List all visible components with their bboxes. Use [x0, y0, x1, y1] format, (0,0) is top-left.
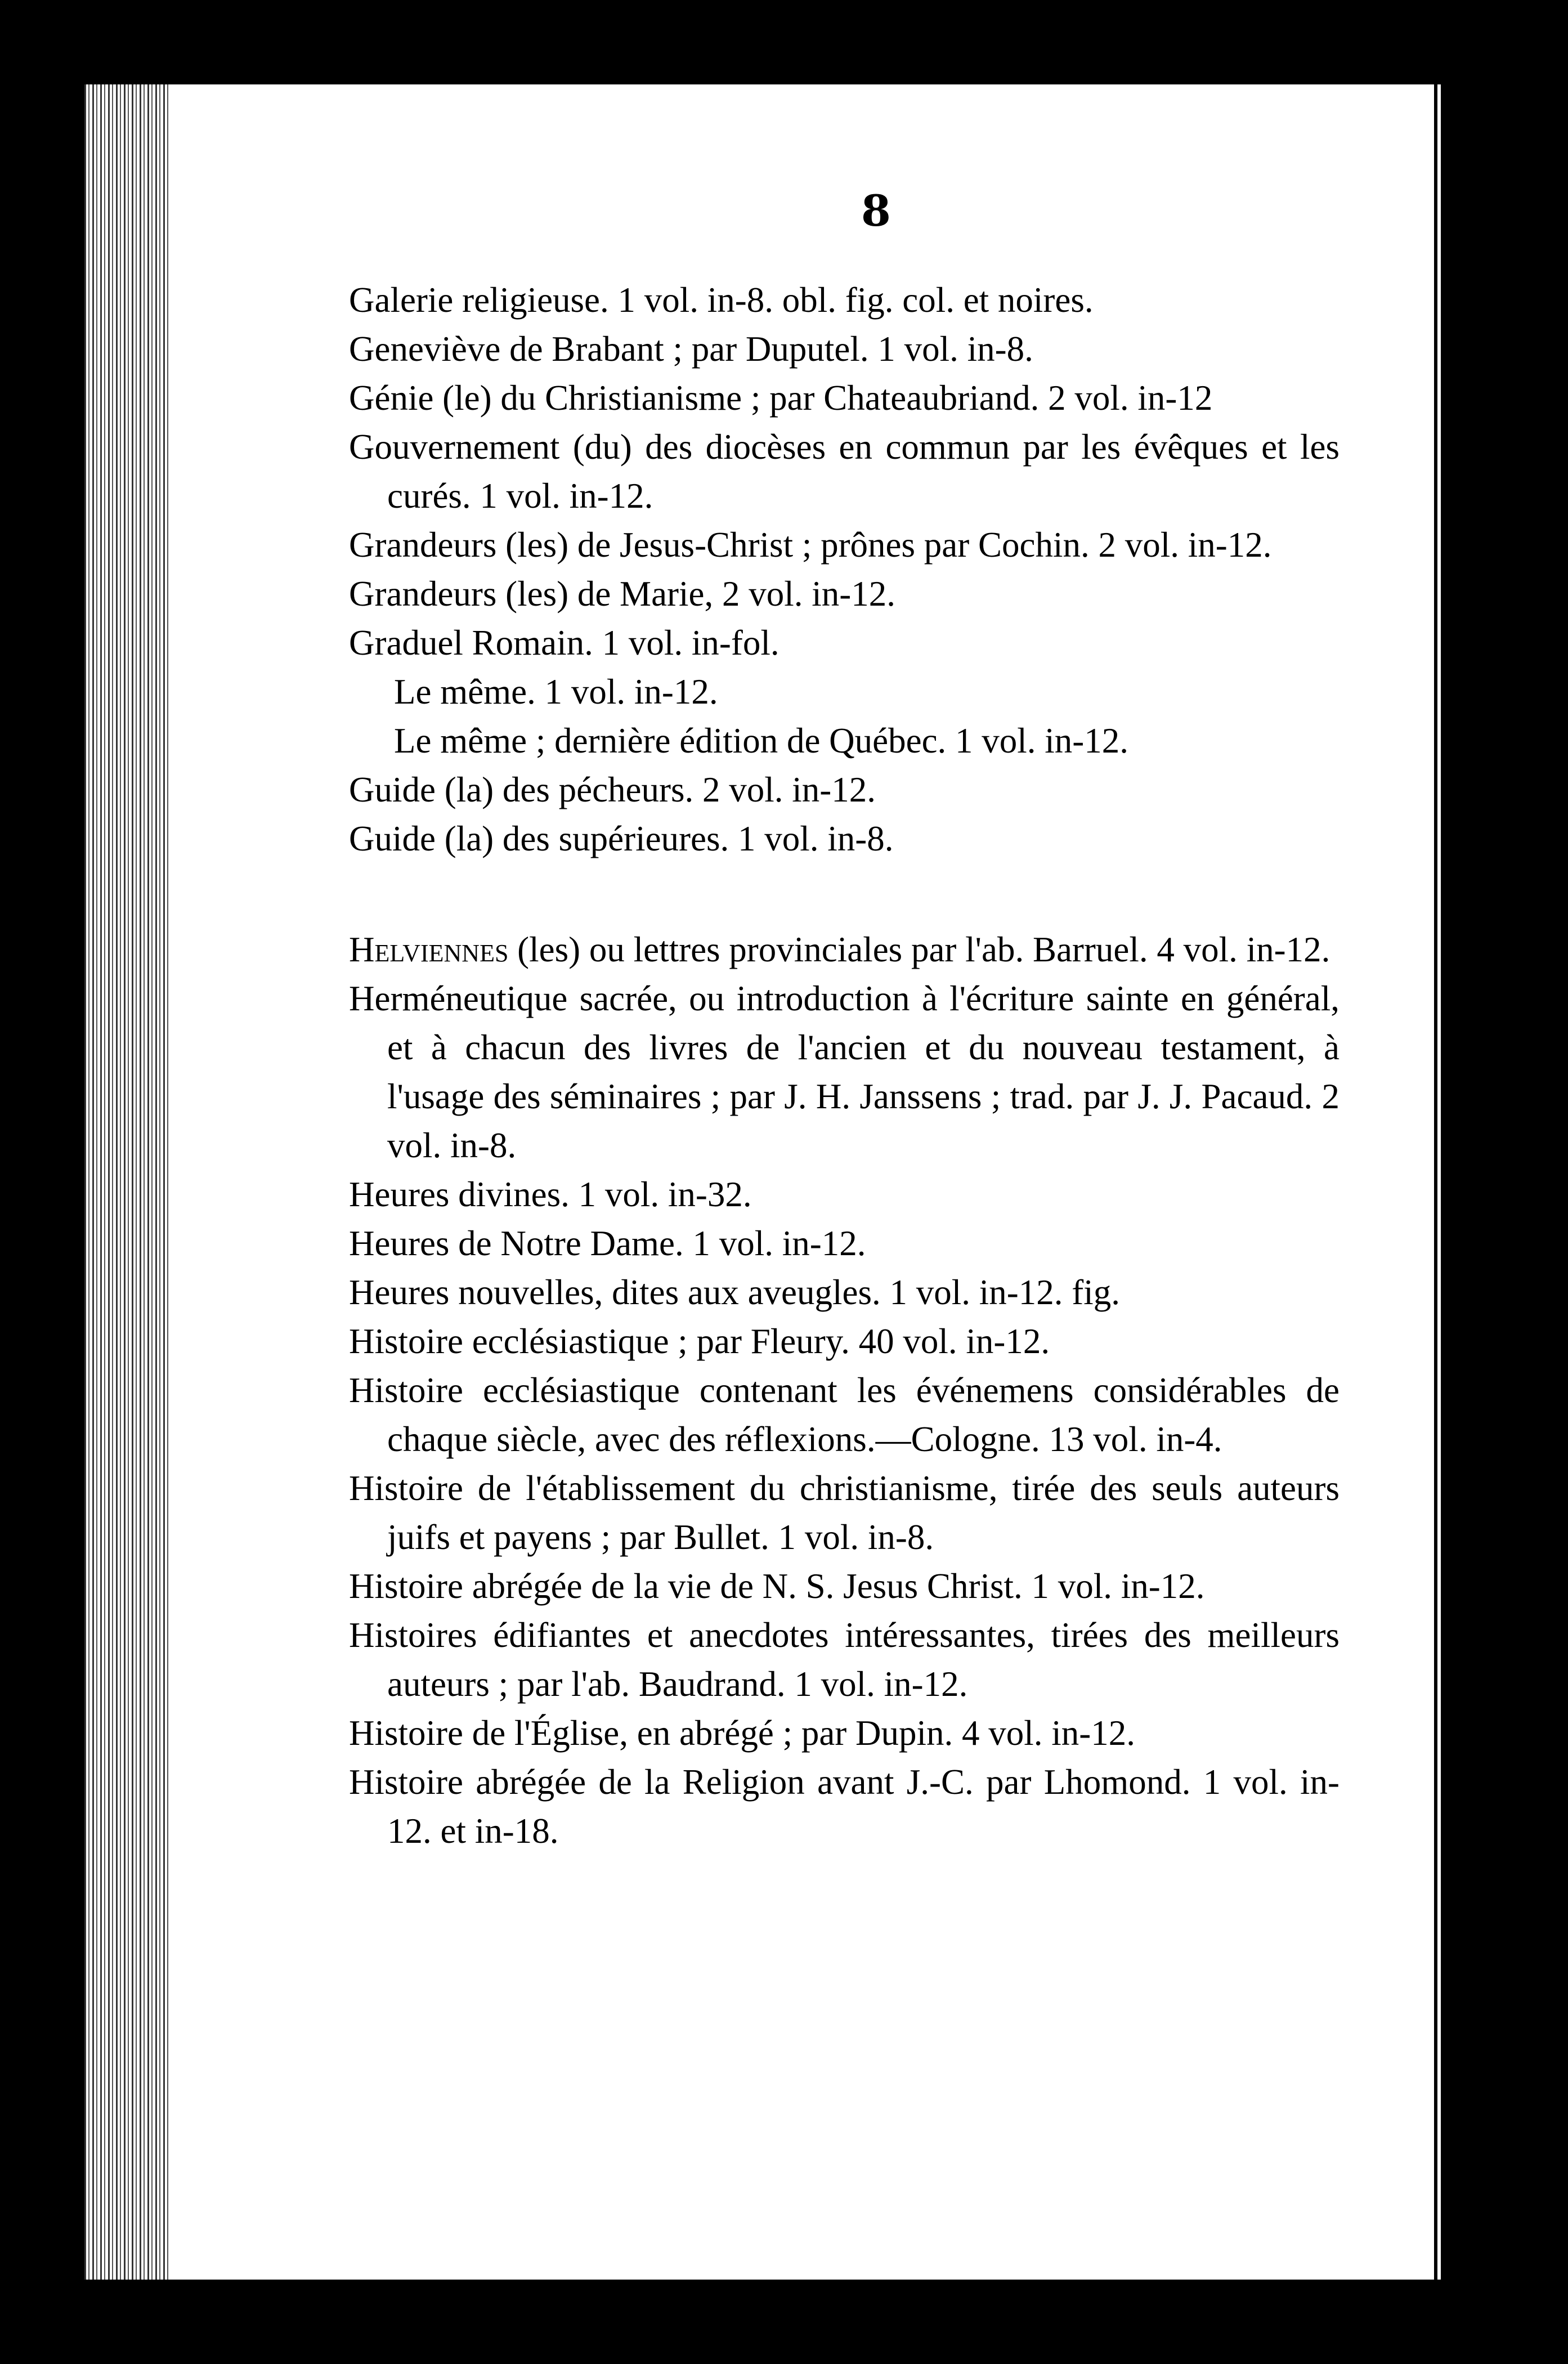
- list-item: Génie (le) du Christianisme ; par Chateaubriand. 2 vol. in-12: [349, 378, 1213, 418]
- page-number: 8: [861, 186, 891, 236]
- list-item: Histoire abrégée de la Religion avant J.-C. par Lhomond. 1 vol. in-12. et in-18.: [349, 1762, 1339, 1851]
- list-item: Gouvernement (du) des diocèses en commun par les évêques et les curés. 1 vol. in-12.: [349, 427, 1339, 516]
- list-item-sub: Le même. 1 vol. in-12.: [394, 672, 718, 711]
- list-item: Herméneutique sacrée, ou introduction à l'écriture sainte en général, et à chacun des livres de l'ancien et du nouveau testament, à l'usage des séminaires ; par J. H. Janssens ; trad. par J. J. Pacaud. 2 vol. in-8.: [349, 979, 1339, 1165]
- list-item: Heures nouvelles, dites aux aveugles. 1 vol. in-12. fig.: [349, 1273, 1120, 1312]
- list-item: Guide (la) des supérieures. 1 vol. in-8.: [349, 819, 894, 858]
- list-item: Geneviève de Brabant ; par Duputel. 1 vol. in-8.: [349, 329, 1033, 369]
- list-item: Grandeurs (les) de Jesus-Christ ; prônes par Cochin. 2 vol. in-12.: [349, 525, 1272, 565]
- list-item: Galerie religieuse. 1 vol. in-8. obl. fig. col. et noires.: [349, 280, 1094, 320]
- list-item-sub: Le même ; dernière édition de Québec. 1 vol. in-12.: [394, 721, 1129, 760]
- list-item: Heures divines. 1 vol. in-32.: [349, 1175, 752, 1214]
- list-item: [349, 925, 1339, 974]
- list-item: Histoire de l'Église, en abrégé ; par Dupin. 4 vol. in-12.: [349, 1713, 1136, 1753]
- page-edge: [1430, 84, 1475, 2280]
- entry-heading: Helviennes: [349, 930, 509, 969]
- list-item: Heures de Notre Dame. 1 vol. in-12.: [349, 1224, 866, 1263]
- list-item: Guide (la) des pécheurs. 2 vol. in-12.: [349, 770, 876, 809]
- list-item: Histoire abrégée de la vie de N. S. Jesus Christ. 1 vol. in-12.: [349, 1566, 1205, 1606]
- list-item: Graduel Romain. 1 vol. in-fol.: [349, 623, 779, 662]
- entry-text: (les) ou lettres provinciales par l'ab. Barruel. 4 vol. in-12.: [508, 930, 1330, 969]
- section-divider: [349, 863, 1339, 925]
- list-item: Histoire ecclésiastique contenant les événemens considérables de chaque siècle, avec des réflexions.—Cologne. 13 vol. in-4.: [349, 1371, 1339, 1459]
- book-gutter: [84, 84, 169, 2280]
- list-item: Histoire ecclésiastique ; par Fleury. 40 vol. in-12.: [349, 1322, 1050, 1361]
- list-item: Histoire de l'établissement du christianisme, tirée des seuls auteurs juifs et payens ; par Bullet. 1 vol. in-8.: [349, 1468, 1339, 1557]
- list-item: Grandeurs (les) de Marie, 2 vol. in-12.: [349, 574, 895, 614]
- catalogue-list: [349, 276, 1339, 1856]
- list-item: Histoires édifiantes et anecdotes intéressantes, tirées des meilleurs auteurs ; par l'ab. Baudrand. 1 vol. in-12.: [349, 1615, 1339, 1704]
